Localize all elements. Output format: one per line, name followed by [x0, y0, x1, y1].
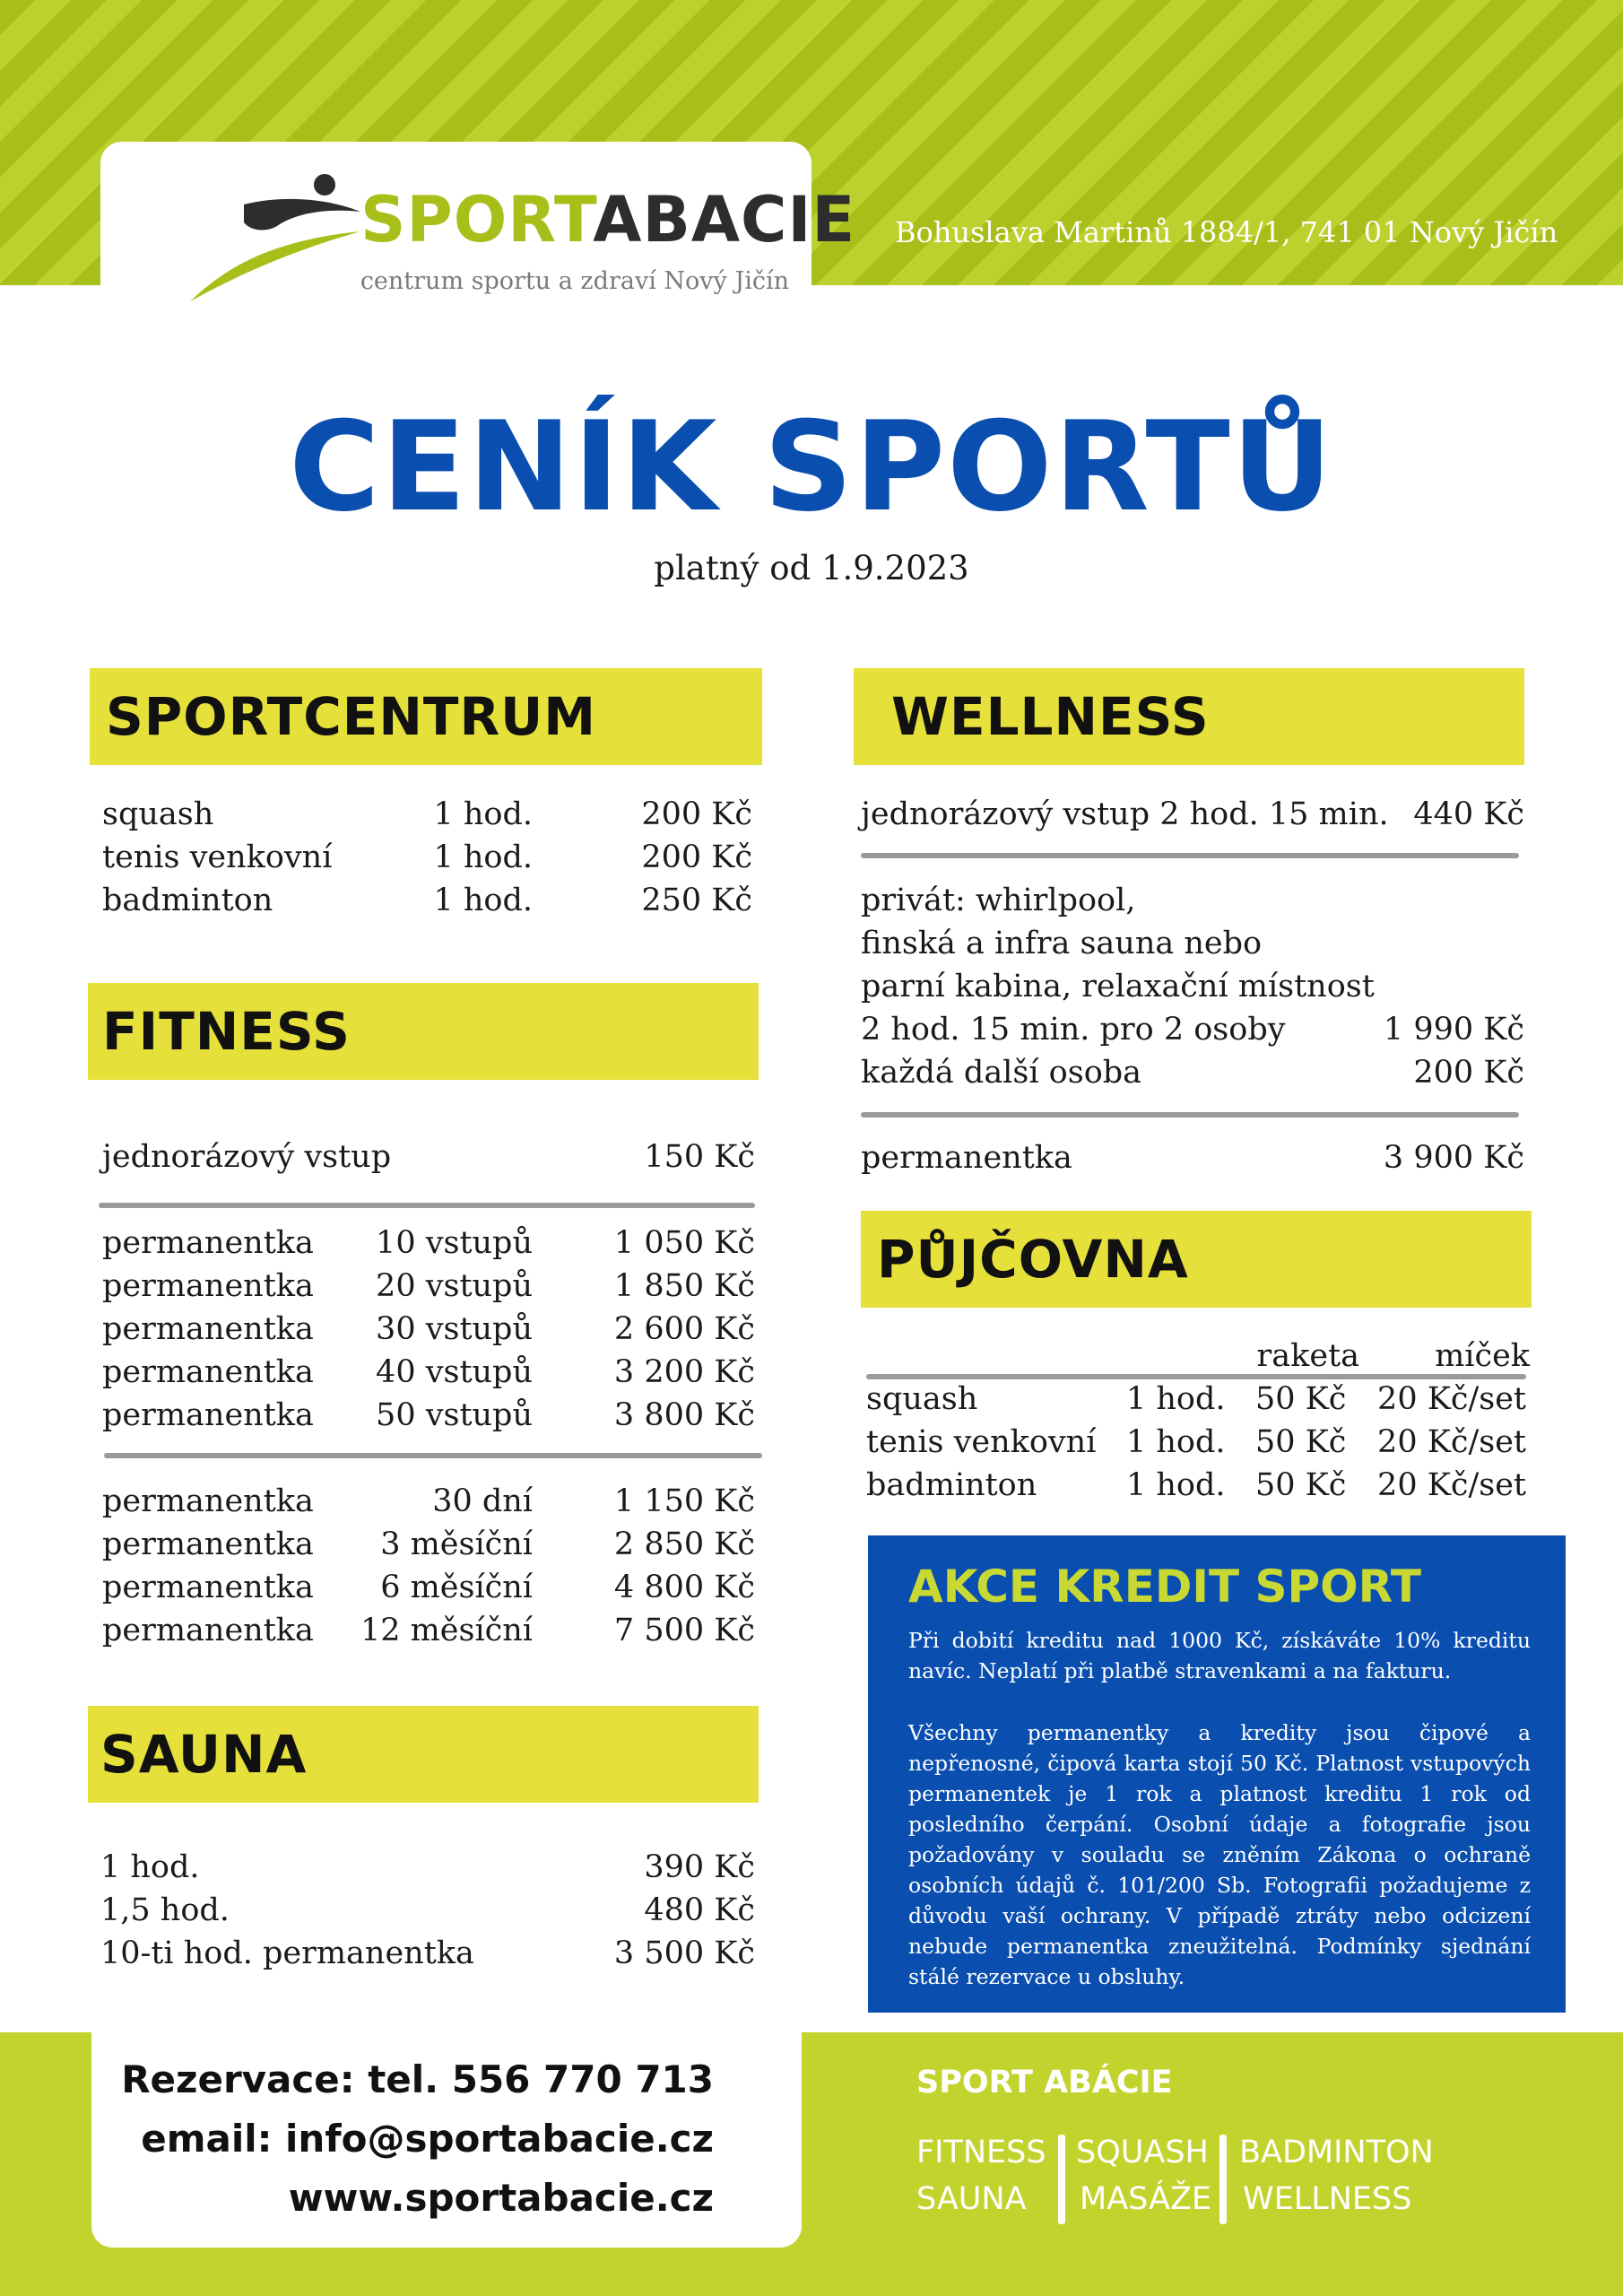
item-name: permanentka: [102, 1613, 314, 1648]
item-price: 4 800 Kč: [613, 1570, 755, 1605]
item-name: squash: [866, 1381, 978, 1417]
item-price: 3 800 Kč: [613, 1397, 755, 1433]
item-price: 480 Kč: [644, 1892, 755, 1928]
runner-logo-icon: [190, 169, 369, 303]
item-name: squash: [102, 796, 214, 832]
item-unit: 1 hod.: [433, 796, 533, 832]
item-price: 2 850 Kč: [613, 1526, 755, 1562]
item-racket-price: 50 Kč: [1255, 1424, 1347, 1460]
page-subtitle: platný od 1.9.2023: [654, 549, 969, 587]
item-price: 200 Kč: [641, 796, 752, 832]
service-label: BADMINTON: [1239, 2135, 1434, 2170]
promo-box: [868, 1535, 1566, 2013]
item-price: 1 990 Kč: [1383, 1012, 1524, 1048]
contact-email[interactable]: email: info@sportabacie.cz: [141, 2117, 714, 2161]
item-unit: 40 vstupů: [376, 1354, 533, 1390]
item-name: permanentka: [102, 1570, 314, 1605]
item-unit: 1 hod.: [433, 839, 533, 875]
promo-paragraph: Při dobití kreditu nad 1000 Kč, získáváte 10% kreditu navíc. Neplatí při platbě stravenkami a na fakturu.: [908, 1628, 1531, 1683]
item-unit: 30 vstupů: [376, 1311, 533, 1347]
item-unit: 50 vstupů: [376, 1397, 533, 1433]
item-name: 1,5 hod.: [100, 1892, 230, 1928]
item-name: permanentka: [102, 1483, 314, 1519]
item-unit: 1 hod.: [1126, 1424, 1226, 1460]
item-price: 440 Kč: [1413, 796, 1524, 832]
logo-card[interactable]: [100, 142, 856, 330]
item-unit: 3 měsíční: [380, 1526, 533, 1562]
footer-brand: SPORT ABÁCIE: [916, 2065, 1173, 2100]
item-unit: 12 měsíční: [360, 1613, 533, 1648]
item-racket-price: 50 Kč: [1255, 1381, 1347, 1417]
col-header-racket: raketa: [1256, 1338, 1359, 1374]
private-description-line: privát: whirlpool,: [861, 883, 1136, 918]
item-price: 150 Kč: [644, 1139, 755, 1175]
item-price: 1 850 Kč: [613, 1268, 755, 1304]
divider: [99, 1203, 755, 1208]
divider-bar: [1058, 2135, 1065, 2224]
item-name: permanentka: [102, 1397, 314, 1433]
item-ball-price: 20 Kč/set: [1377, 1381, 1526, 1417]
logo-tagline: centrum sportu a zdraví Nový Jičín: [360, 267, 789, 295]
item-unit: 10 vstupů: [376, 1225, 533, 1261]
item-name: badminton: [866, 1467, 1037, 1503]
item-racket-price: 50 Kč: [1255, 1467, 1347, 1503]
service-label: SQUASH: [1076, 2135, 1209, 2170]
item-unit: 1 hod.: [1126, 1467, 1226, 1503]
logo-wordmark: SPORTABACIE: [360, 183, 856, 257]
item-price: 2 600 Kč: [613, 1311, 755, 1347]
promo-paragraph: Všechny permanentky a kredity jsou čipové a nepřenosné, čipová karta stojí 50 Kč. Platnost vstupových permanentek je 1 rok a platnost kreditu 1 rok od posledního čerpání. Osobní údaje a fotografie jsou požadovány v souladu se zněním Zákona o ochraně osobních údajů č. 101/200 Sb. Fotografii požadujeme z důvodu vaší ochrany. V případě ztráty nebo odcizení nebude permanentka zneužitelná. Podmínky sjednání stálé rezervace u obsluhy.: [908, 1720, 1531, 1989]
item-name: badminton: [102, 883, 273, 918]
item-name: permanentka: [102, 1354, 314, 1390]
section-heading-wellness: WELLNESS: [854, 668, 1524, 765]
private-description-line: finská a infra sauna nebo: [861, 926, 1263, 961]
item-name: tenis venkovní: [866, 1424, 1097, 1460]
item-price: 390 Kč: [644, 1849, 755, 1885]
divider-bar: [1219, 2135, 1227, 2224]
service-label: FITNESS: [916, 2135, 1046, 2170]
item-name: 10-ti hod. permanentka: [100, 1935, 474, 1971]
item-price: 250 Kč: [641, 883, 752, 918]
item-ball-price: 20 Kč/set: [1377, 1424, 1526, 1460]
item-name: 1 hod.: [100, 1849, 200, 1885]
item-price: 200 Kč: [1413, 1055, 1524, 1091]
item-price: 3 500 Kč: [613, 1935, 755, 1971]
item-unit: 1 hod.: [1126, 1381, 1226, 1417]
contact-card: [91, 2000, 802, 2248]
item-price: 1 150 Kč: [613, 1483, 755, 1519]
item-price: 3 900 Kč: [1383, 1140, 1524, 1176]
item-name: permanentka: [102, 1268, 314, 1304]
service-label: WELLNESS: [1243, 2181, 1412, 2217]
item-unit: 1 hod.: [433, 883, 533, 918]
section-heading-fitness: FITNESS: [88, 983, 759, 1080]
promo-title: AKCE KREDIT SPORT: [908, 1561, 1421, 1613]
section-heading-sauna: SAUNA: [88, 1706, 759, 1803]
item-unit: 6 měsíční: [380, 1570, 533, 1605]
item-name: každá další osoba: [861, 1055, 1142, 1091]
item-price: 3 200 Kč: [613, 1354, 755, 1390]
item-name: jednorázový vstup: [102, 1139, 392, 1175]
page-title: CENÍK SPORTŮ: [289, 395, 1334, 539]
item-name: permanentka: [102, 1526, 314, 1562]
item-price: 200 Kč: [641, 839, 752, 875]
address: Bohuslava Martinů 1884/1, 741 01 Nový Jičín: [895, 215, 1558, 249]
divider: [861, 1112, 1519, 1118]
section-heading-sportcentrum: SPORTCENTRUM: [90, 668, 762, 765]
service-label: SAUNA: [916, 2181, 1027, 2217]
divider: [104, 1453, 762, 1458]
service-label: MASÁŽE: [1080, 2181, 1212, 2217]
item-name: permanentka: [861, 1140, 1072, 1176]
item-unit: 20 vstupů: [376, 1268, 533, 1304]
item-price: 7 500 Kč: [613, 1613, 755, 1648]
item-price: 1 050 Kč: [613, 1225, 755, 1261]
private-description-line: parní kabina, relaxační místnost: [861, 969, 1375, 1004]
item-name: permanentka: [102, 1225, 314, 1261]
col-header-ball: míček: [1435, 1338, 1530, 1374]
item-name: 2 hod. 15 min. pro 2 osoby: [861, 1012, 1286, 1048]
reservation-phone[interactable]: Rezervace: tel. 556 770 713: [121, 2057, 714, 2101]
item-name: jednorázový vstup 2 hod. 15 min.: [861, 796, 1389, 832]
item-name: tenis venkovní: [102, 839, 333, 875]
divider: [861, 853, 1519, 858]
website-link[interactable]: www.sportabacie.cz: [288, 2176, 714, 2220]
item-ball-price: 20 Kč/set: [1377, 1467, 1526, 1503]
section-heading-pujcovna: PŮJČOVNA: [861, 1211, 1532, 1308]
item-name: permanentka: [102, 1311, 314, 1347]
item-unit: 30 dní: [432, 1483, 533, 1519]
